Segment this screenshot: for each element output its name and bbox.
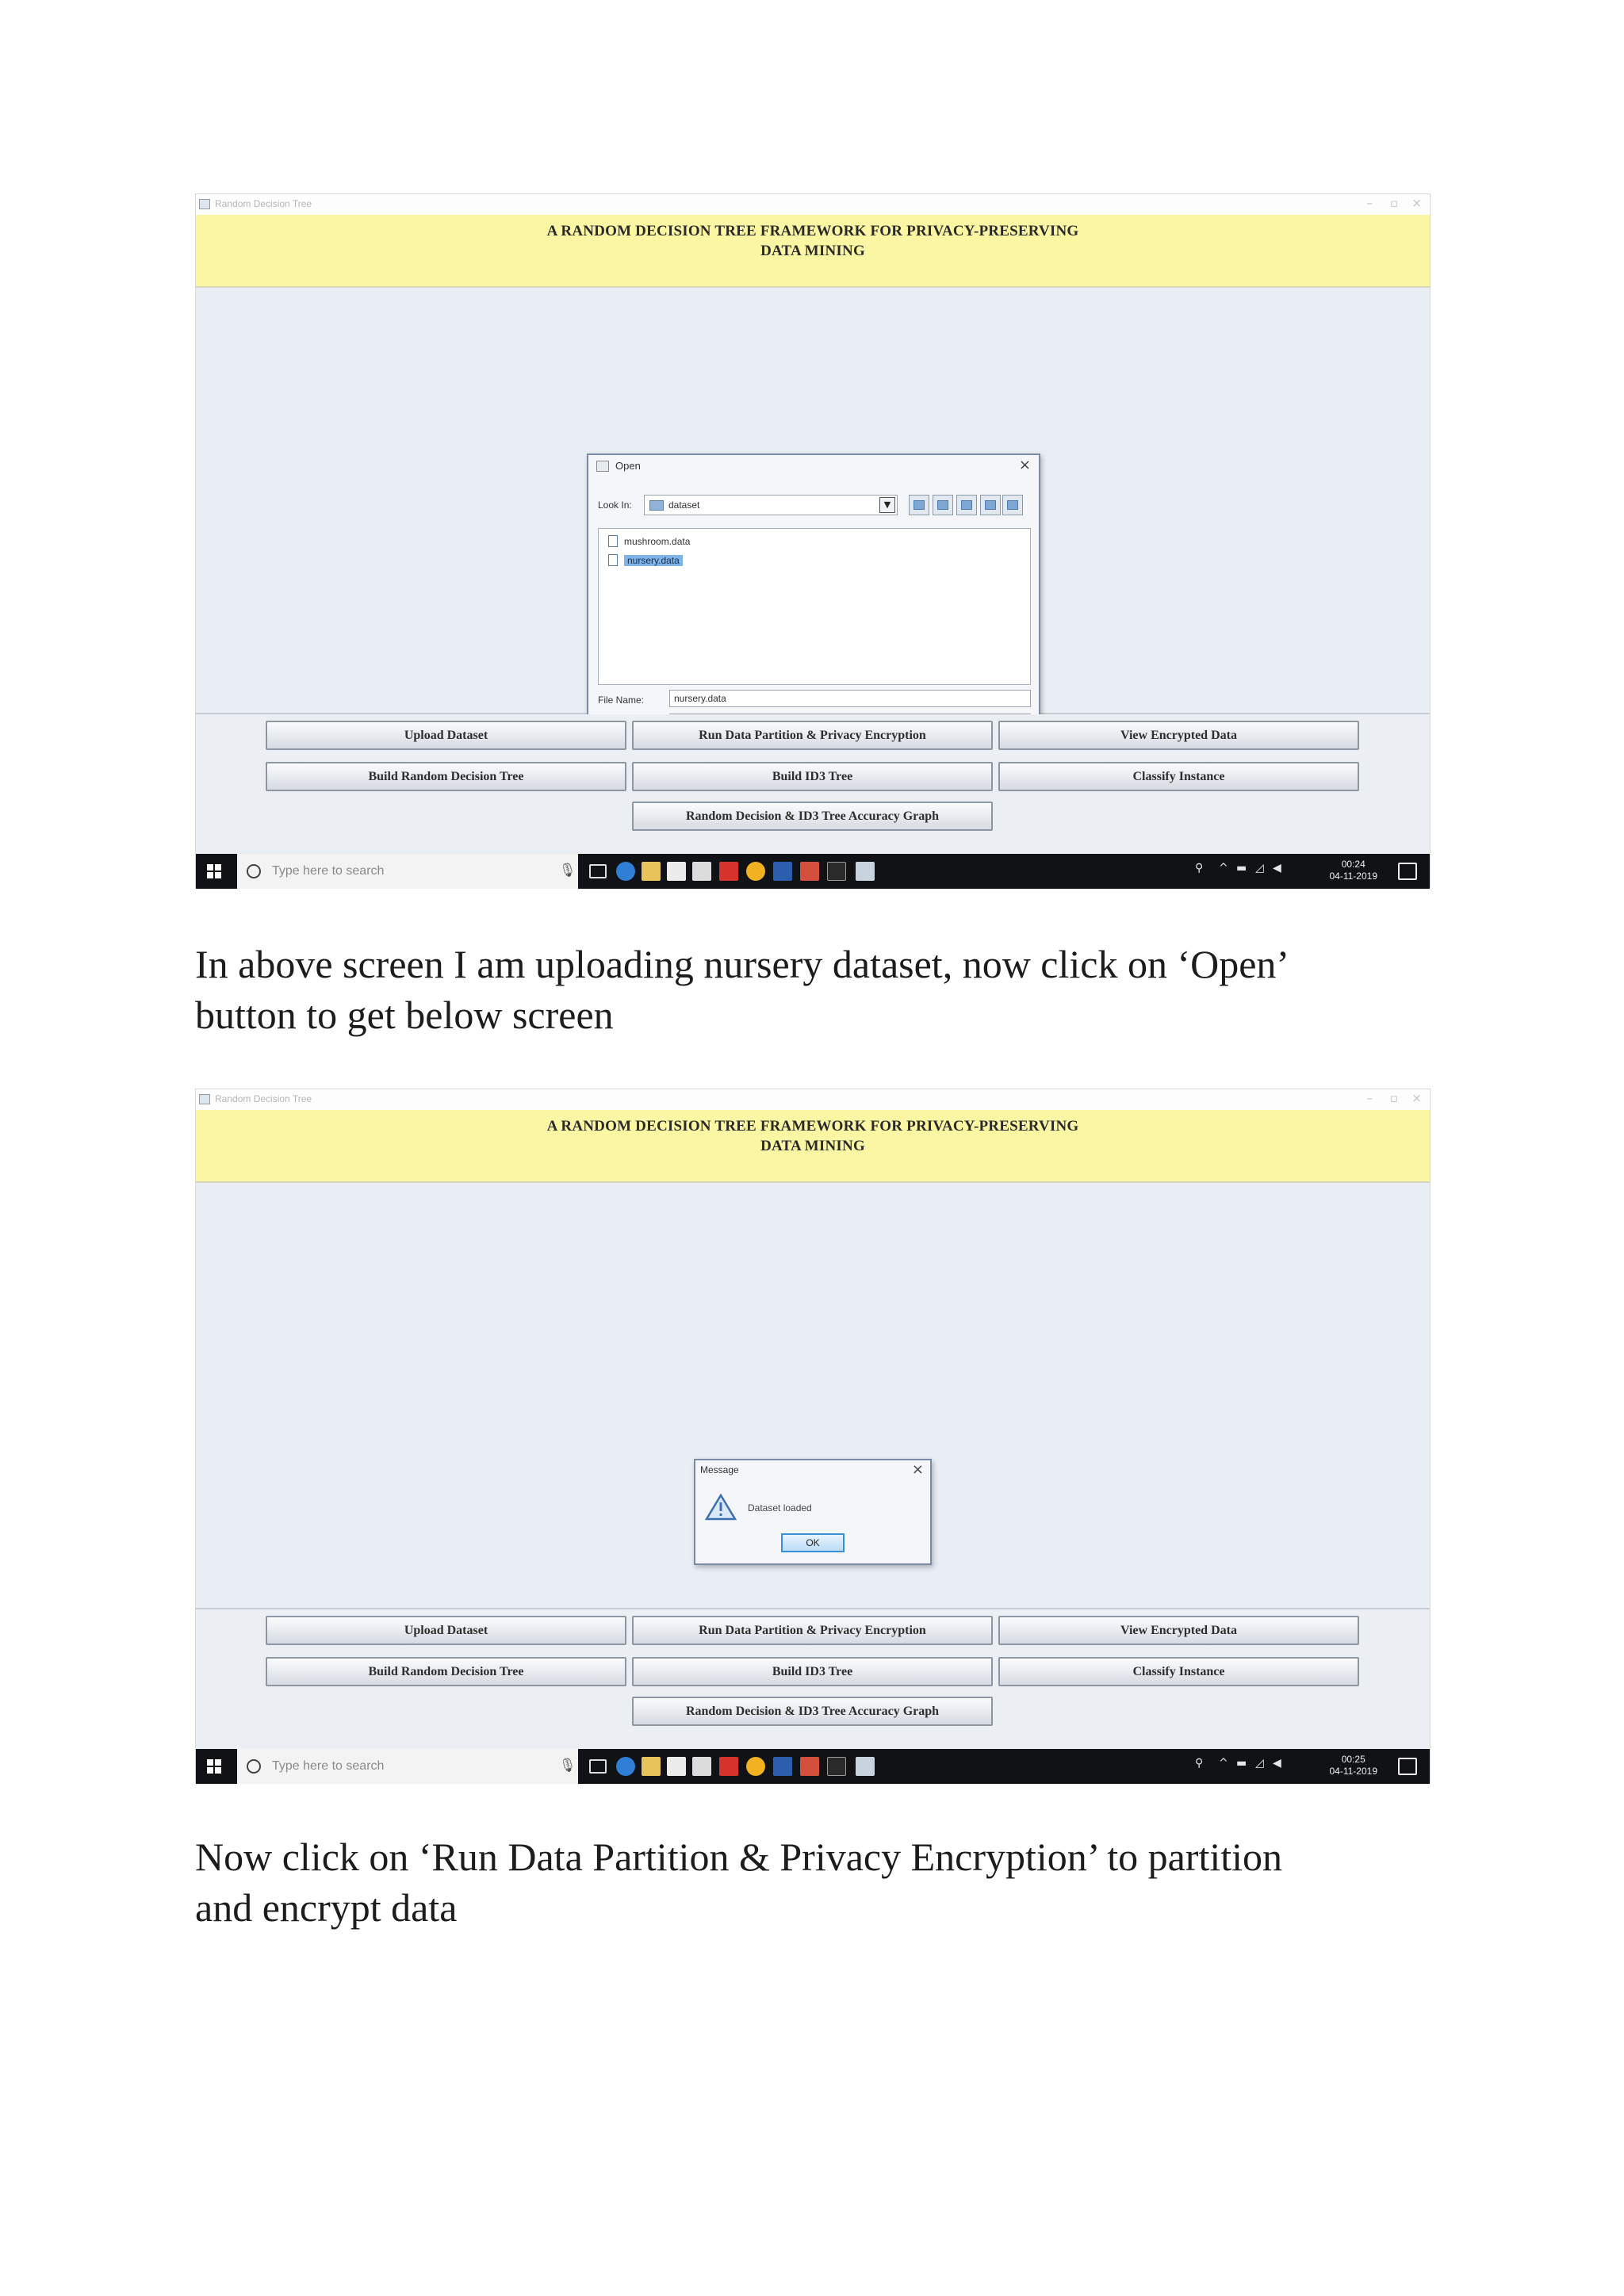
classify-instance-button[interactable]: Classify Instance	[998, 1657, 1359, 1686]
home-icon	[937, 500, 948, 510]
new-folder-button[interactable]	[956, 495, 977, 515]
caption-second-line2: and encrypt data	[195, 1885, 458, 1930]
notification-icon[interactable]	[1398, 1758, 1417, 1775]
view-encrypted-button[interactable]: View Encrypted Data	[998, 721, 1359, 750]
tray-people-icon[interactable]: ⚲	[1195, 1757, 1204, 1770]
message-dialog-title: Message	[700, 1464, 739, 1475]
dialog-title: Open	[615, 460, 641, 472]
file-name-input[interactable]: nursery.data	[669, 690, 1031, 707]
clock-time: 00:25	[1341, 1754, 1365, 1765]
button-panel	[196, 714, 1430, 854]
minimize-icon[interactable]: –	[1366, 196, 1373, 210]
run-partition-button[interactable]: Run Data Partition & Privacy Encryption	[632, 1616, 993, 1645]
chrome-icon[interactable]	[746, 862, 765, 881]
notification-icon[interactable]	[1398, 863, 1417, 880]
word-icon[interactable]	[773, 862, 792, 881]
caption-second	[195, 1831, 1448, 1933]
banner-title-line2: DATA MINING	[760, 1138, 865, 1154]
chrome-icon[interactable]	[746, 1757, 765, 1776]
file-explorer-icon[interactable]	[642, 862, 661, 881]
search-placeholder: Type here to search	[272, 864, 385, 878]
upload-dataset-button[interactable]: Upload Dataset	[266, 1616, 626, 1645]
window-title: Random Decision Tree	[215, 198, 312, 209]
close-icon[interactable]: ×	[1411, 196, 1422, 210]
app-banner	[196, 215, 1430, 288]
tray-battery-icon: ▬	[1236, 862, 1247, 874]
accuracy-graph-button[interactable]: Random Decision & ID3 Tree Accuracy Graph	[632, 1697, 993, 1726]
windows-start-icon[interactable]	[207, 864, 221, 878]
mail-icon[interactable]	[692, 1757, 711, 1776]
taskbar-search-box[interactable]	[237, 854, 578, 889]
upload-dataset-button[interactable]: Upload Dataset	[266, 721, 626, 750]
build-id3-tree-button[interactable]: Build ID3 Tree	[632, 762, 993, 791]
ok-button[interactable]: OK	[781, 1533, 845, 1552]
look-in-select[interactable]	[644, 495, 898, 515]
file-name-label: File Name:	[598, 695, 645, 706]
banner-title-line1: A RANDOM DECISION TREE FRAMEWORK FOR PRIVACY-PRESERVING	[546, 223, 1079, 239]
store-icon[interactable]	[667, 862, 686, 881]
file-name: mushroom.data	[624, 536, 691, 547]
taskbar-search-box[interactable]	[237, 1749, 578, 1784]
clock-date: 04-11-2019	[1329, 871, 1377, 882]
tray-volume-icon[interactable]: ◀	[1273, 1757, 1281, 1770]
windows-taskbar	[196, 854, 1430, 889]
java-icon[interactable]	[856, 862, 875, 881]
maximize-icon[interactable]: ▫	[1389, 196, 1398, 210]
folder-icon	[649, 500, 664, 511]
up-folder-button[interactable]	[909, 495, 929, 515]
work-area	[196, 288, 1430, 714]
build-random-tree-button[interactable]: Build Random Decision Tree	[266, 1657, 626, 1686]
tray-network-icon[interactable]: ◿	[1255, 1757, 1264, 1770]
taskbar-clock[interactable]	[1330, 859, 1378, 882]
banner-title-line2: DATA MINING	[760, 243, 865, 259]
file-item-mushroom[interactable]	[605, 534, 690, 549]
view-encrypted-button[interactable]: View Encrypted Data	[998, 1616, 1359, 1645]
close-icon[interactable]: ×	[1411, 1091, 1422, 1105]
caption-first-line1: In above screen I am uploading nursery dataset, now click on ‘Open’	[195, 942, 1290, 986]
microphone-icon[interactable]: 🎙	[559, 1758, 576, 1774]
window-titlebar	[196, 1089, 1430, 1110]
edge-icon[interactable]	[616, 862, 635, 881]
close-icon[interactable]: ×	[911, 1461, 924, 1478]
acrobat-icon[interactable]	[719, 862, 738, 881]
app-banner	[196, 1110, 1430, 1183]
tray-chevron-icon[interactable]: ^	[1219, 862, 1228, 874]
file-icon	[608, 554, 618, 566]
clock-date: 04-11-2019	[1329, 1766, 1377, 1777]
taskbar-clock[interactable]	[1330, 1754, 1378, 1777]
edge-icon[interactable]	[616, 1757, 635, 1776]
warning-icon	[705, 1494, 737, 1521]
file-icon	[608, 535, 618, 547]
word-icon[interactable]	[773, 1757, 792, 1776]
microphone-icon[interactable]: 🎙	[559, 863, 576, 878]
terminal-icon[interactable]	[827, 862, 846, 881]
window-titlebar	[196, 194, 1430, 215]
work-area	[196, 1183, 1430, 1609]
tray-people-icon[interactable]: ⚲	[1195, 862, 1204, 874]
home-button[interactable]	[933, 495, 953, 515]
details-view-button[interactable]	[1002, 495, 1023, 515]
windows-taskbar	[196, 1749, 1430, 1784]
tray-network-icon[interactable]: ◿	[1255, 862, 1264, 874]
app-icon	[199, 199, 210, 209]
message-dialog	[694, 1459, 932, 1565]
banner-title-line1: A RANDOM DECISION TREE FRAMEWORK FOR PRIVACY-PRESERVING	[546, 1118, 1079, 1135]
tray-battery-icon: ▬	[1236, 1757, 1247, 1770]
maximize-icon[interactable]: ▫	[1389, 1091, 1398, 1105]
up-folder-icon	[914, 500, 925, 510]
acrobat-icon[interactable]	[719, 1757, 738, 1776]
tray-volume-icon[interactable]: ◀	[1273, 862, 1281, 874]
search-circle-icon	[247, 1759, 261, 1774]
dialog-app-icon	[596, 461, 609, 472]
clock-time: 00:24	[1341, 859, 1365, 870]
store-icon[interactable]	[667, 1757, 686, 1776]
screenshot-dataset-loaded	[195, 1089, 1431, 1783]
new-folder-icon	[961, 500, 972, 510]
file-item-nursery[interactable]	[605, 553, 683, 568]
search-circle-icon	[247, 864, 261, 878]
paint-icon[interactable]	[800, 1757, 819, 1776]
button-panel	[196, 1609, 1430, 1749]
look-in-value: dataset	[668, 499, 700, 511]
caption-first-line2: button to get below screen	[195, 993, 614, 1037]
file-name: nursery.data	[624, 555, 683, 566]
accuracy-graph-button[interactable]: Random Decision & ID3 Tree Accuracy Graph	[632, 802, 993, 831]
list-view-icon	[985, 500, 996, 510]
terminal-icon[interactable]	[827, 1757, 846, 1776]
run-partition-button[interactable]: Run Data Partition & Privacy Encryption	[632, 721, 993, 750]
look-in-label: Look In:	[598, 499, 632, 511]
close-icon[interactable]: ×	[1018, 457, 1031, 473]
caption-first	[195, 939, 1448, 1040]
file-explorer-icon[interactable]	[642, 1757, 661, 1776]
message-text: Dataset loaded	[748, 1502, 812, 1513]
java-icon[interactable]	[856, 1757, 875, 1776]
build-random-tree-button[interactable]: Build Random Decision Tree	[266, 762, 626, 791]
screenshot-upload-dialog	[195, 193, 1431, 888]
mail-icon[interactable]	[692, 862, 711, 881]
app-icon	[199, 1094, 210, 1104]
tray-chevron-icon[interactable]: ^	[1219, 1757, 1228, 1770]
caption-second-line1: Now click on ‘Run Data Partition & Privacy Encryption’ to partition	[195, 1835, 1283, 1879]
minimize-icon[interactable]: –	[1366, 1091, 1373, 1105]
paint-icon[interactable]	[800, 862, 819, 881]
search-placeholder: Type here to search	[272, 1759, 385, 1773]
build-id3-tree-button[interactable]: Build ID3 Tree	[632, 1657, 993, 1686]
classify-instance-button[interactable]: Classify Instance	[998, 762, 1359, 791]
list-view-button[interactable]	[980, 495, 1001, 515]
window-title: Random Decision Tree	[215, 1093, 312, 1104]
details-view-icon	[1007, 500, 1018, 510]
task-view-icon[interactable]	[589, 1759, 607, 1774]
windows-start-icon[interactable]	[207, 1759, 221, 1774]
task-view-icon[interactable]	[589, 864, 607, 878]
dropdown-arrow-icon[interactable]: ▼	[879, 497, 895, 513]
file-list	[598, 528, 1031, 685]
